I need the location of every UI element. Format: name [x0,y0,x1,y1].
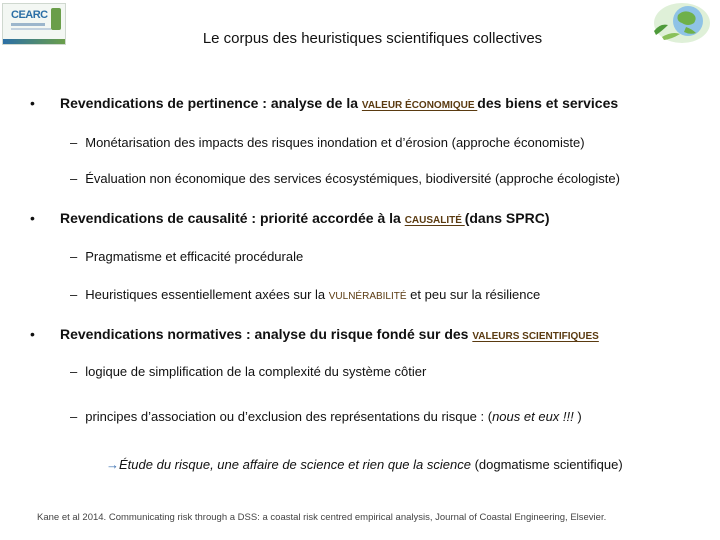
sub-item [70,249,303,264]
keyword-economic-value: VALEUR ÉCONOMIQUE [361,100,478,111]
bullet-causality [60,210,550,226]
bullet-icon: • [30,326,35,342]
bullet-text: Revendications de causalité : priorité accordée à la [60,210,405,226]
keyword-vulnerability: VULNÉRABILITÉ [328,291,407,302]
sub-item-text: logique de simplification de la complexité du système côtier [85,364,427,379]
logo-line [11,23,45,26]
sub-item-text: et peu sur la résilience [406,287,541,302]
dash-icon: – [70,409,78,424]
sub-item-emphasis: nous et eux !!! [492,409,574,424]
sub-item [70,287,540,302]
sub-item-text: Pragmatisme et efficacité procédurale [85,249,304,264]
sub-item-text: ) [573,409,582,424]
bullet-normative [60,326,599,342]
conclusion-note [106,457,623,472]
arrow-icon: → [106,457,119,472]
bullet-icon: • [30,210,35,226]
logo-leaf [51,8,61,30]
sub-item-text: principes d’association ou d’exclusion des représentations du risque : ( [85,409,493,424]
bullet-text: des biens et services [477,95,619,111]
dash-icon: – [70,171,78,186]
sub-item-text: Évaluation non économique des services écosystémiques, biodiversité (approche écologiste) [85,171,620,186]
page-title: Le corpus des heuristiques scientifiques collectives [202,30,543,47]
sub-item-text: Heuristiques essentiellement axées sur la [85,287,329,302]
logo-text: CEARC [11,9,48,21]
bullet-text: Revendications normatives : analyse du risque fondé sur des [60,326,473,342]
bullet-text: Revendications de pertinence : analyse de la [60,95,362,111]
dash-icon: – [70,287,78,302]
bullet-icon: • [30,95,35,111]
reference-citation: Kane et al 2014. Communicating risk through a DSS: a coastal risk centred empirical analysis, Journal of Coastal Engineering, Elsevier. [37,512,607,523]
conclusion-normal: (dogmatisme scientifique) [470,457,623,472]
keyword-scientific-values: VALEURS SCIENTIFIQUES [472,331,599,342]
bullet-relevance [60,95,618,111]
dash-icon: – [70,249,78,264]
dash-icon: – [70,364,78,379]
conclusion-italic: Étude du risque, une affaire de science et rien que la science [119,457,471,472]
dash-icon: – [70,135,78,150]
sub-item [70,171,620,186]
sub-item [70,364,426,379]
sub-item [70,135,585,150]
sub-item [70,409,582,424]
sub-item-text: Monétarisation des impacts des risques inondation et d’érosion (approche économiste) [85,135,585,150]
keyword-causality: CAUSALITÉ [404,215,465,226]
bullet-text: (dans SPRC) [464,210,550,226]
